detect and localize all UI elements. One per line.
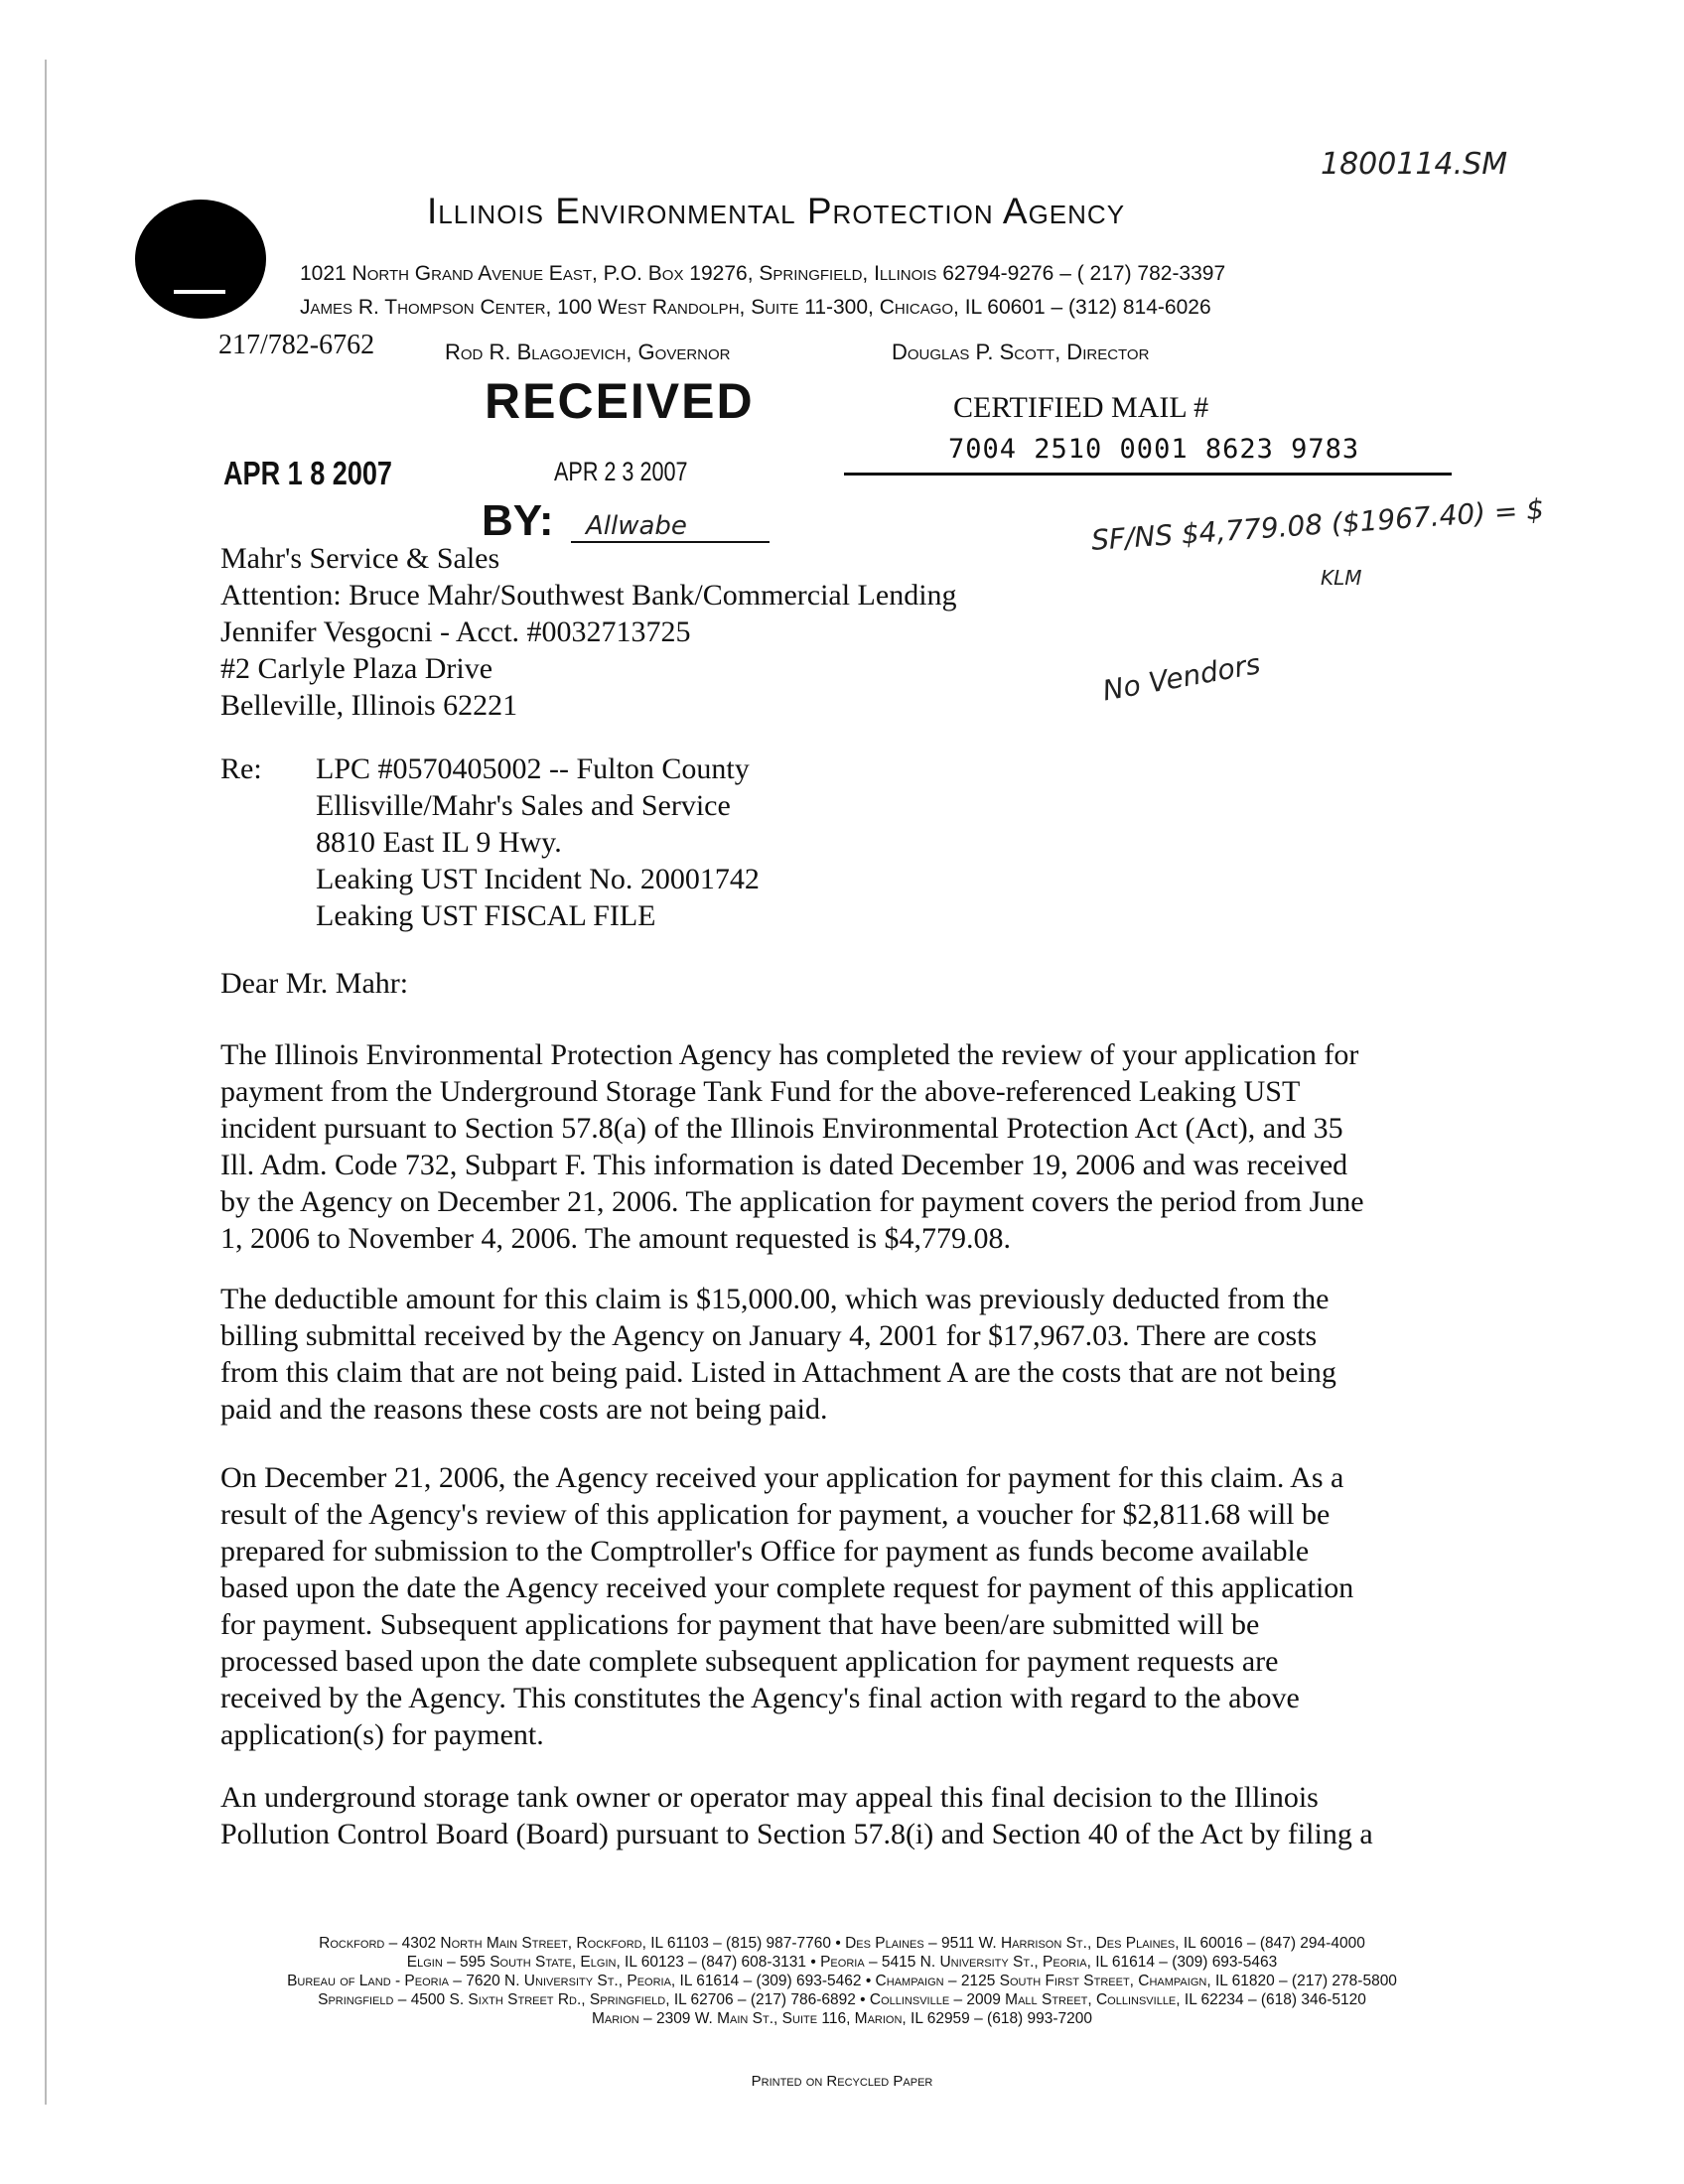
- re-block: [316, 751, 760, 934]
- footer-line: Elgin – 595 South State, Elgin, IL 60123 – (847) 608-3131 • Peoria – 5415 N. University St., Peoria, IL 61614 – (309) 693-5463: [406, 1954, 1278, 1971]
- second-date-stamp: APR 2 3 2007: [554, 457, 688, 486]
- recipient-line: Belleville, Illinois 62221: [220, 689, 518, 722]
- certified-mail-number: 7004 2510 0001 8623 9783: [948, 434, 1360, 465]
- paragraph-line: for payment. Subsequent applications for payment that have been/are submitted will be: [220, 1608, 1260, 1641]
- director-name: Douglas P. Scott, Director: [892, 340, 1150, 364]
- paragraph-line: application(s) for payment.: [220, 1718, 544, 1751]
- address-line-2: James R. Thompson Center, 100 West Randolph, Suite 11-300, Chicago, IL 60601 – (312) 814-6026: [300, 296, 1211, 319]
- recipient-line: #2 Carlyle Plaza Drive: [220, 652, 493, 685]
- file-code-annotation: 1800114.SM: [1321, 147, 1508, 182]
- recipient-block: [220, 540, 957, 724]
- paragraph-line: On December 21, 2006, the Agency received your application for payment for this claim. As a: [220, 1461, 1344, 1494]
- vendors-annotation: No Vendors: [1100, 647, 1263, 708]
- paragraph-line: The deductible amount for this claim is $15,000.00, which was previously deducted from the: [220, 1283, 1330, 1315]
- scan-edge-line: [45, 60, 47, 2105]
- re-line: LPC #0570405002 -- Fulton County: [316, 752, 750, 785]
- paragraph-line: Ill. Adm. Code 732, Subpart F. This information is dated December 19, 2006 and was received: [220, 1149, 1348, 1181]
- salutation: Dear Mr. Mahr:: [220, 967, 409, 1000]
- paragraph-line: from this claim that are not being paid. Listed in Attachment A are the costs that are not being: [220, 1356, 1336, 1389]
- body-paragraph-2: [220, 1281, 1531, 1428]
- re-label: Re:: [220, 752, 262, 785]
- paragraph-line: Pollution Control Board (Board) pursuant to Section 57.8(i) and Section 40 of the Act by filing a: [220, 1818, 1373, 1850]
- recipient-line: Mahr's Service & Sales: [220, 542, 500, 575]
- body-paragraph-4: [220, 1779, 1531, 1852]
- paragraph-line: processed based upon the date complete subsequent application for payment requests are: [220, 1645, 1279, 1678]
- footer-line: Springfield – 4500 S. Sixth Street Rd., Springfield, IL 62706 – (217) 786-6892 • Collinsville – 2009 Mall Street, Collinsville, IL 62234 – (618) 346-5120: [318, 1991, 1366, 2008]
- re-line: Leaking UST FISCAL FILE: [316, 899, 656, 932]
- paragraph-line: based upon the date the Agency received your complete request for payment of this application: [220, 1571, 1354, 1604]
- agency-logo: [134, 199, 268, 320]
- body-paragraph-1: [220, 1036, 1531, 1257]
- received-stamp: RECEIVED: [485, 373, 755, 429]
- paragraph-line: An underground storage tank owner or operator may appeal this final decision to the Illinois: [220, 1781, 1319, 1814]
- paragraph-line: result of the Agency's review of this application for payment, a voucher for $2,811.68 will be: [220, 1498, 1331, 1531]
- body-paragraph-3: [220, 1459, 1531, 1753]
- re-line: Ellisville/Mahr's Sales and Service: [316, 789, 731, 822]
- footer-line: Rockford – 4302 North Main Street, Rockford, IL 61103 – (815) 987-7760 • Des Plaines – 9511 W. Harrison St., Des Plaines, IL 60016 – (847) 294-4000: [319, 1935, 1365, 1952]
- paragraph-line: prepared for submission to the Comptroller's Office for payment as funds become available: [220, 1535, 1310, 1568]
- footer-line: Marion – 2309 W. Main St., Suite 116, Marion, IL 62959 – (618) 993-7200: [591, 2010, 1093, 2027]
- governor-name: Rod R. Blagojevich, Governor: [445, 340, 731, 364]
- paragraph-line: The Illinois Environmental Protection Agency has completed the review of your application for: [220, 1038, 1359, 1071]
- paragraph-line: received by the Agency. This constitutes the Agency's final action with regard to the above: [220, 1682, 1300, 1714]
- paragraph-line: by the Agency on December 21, 2006. The application for payment covers the period from June: [220, 1185, 1364, 1218]
- paragraph-line: 1, 2006 to November 4, 2006. The amount requested is $4,779.08.: [220, 1222, 1011, 1255]
- paragraph-line: billing submittal received by the Agency on January 4, 2001 for $17,967.03. There are costs: [220, 1319, 1318, 1352]
- paragraph-line: payment from the Underground Storage Tank Fund for the above-referenced Leaking UST: [220, 1075, 1301, 1108]
- footer-line: Bureau of Land - Peoria – 7620 N. University St., Peoria, IL 61614 – (309) 693-5462 • Champaign – 2125 South First Street, Champaign, IL 61820 – (217) 278-5800: [287, 1973, 1397, 1989]
- cost-annotation-initials: KLM: [1321, 566, 1362, 590]
- cost-annotation: SF/NS $4,779.08 ($1967.40) = $: [1090, 492, 1546, 557]
- recipient-line: Attention: Bruce Mahr/Southwest Bank/Commercial Lending: [220, 579, 957, 612]
- address-line-1: 1021 North Grand Avenue East, P.O. Box 19276, Springfield, Illinois 62794-9276 – ( 217) 782-3397: [300, 262, 1226, 285]
- agency-name: Illinois Environmental Protection Agency: [427, 191, 1126, 231]
- by-signature: Allwabe: [586, 511, 687, 541]
- re-line: 8810 East IL 9 Hwy.: [316, 826, 562, 859]
- recipient-line: Jennifer Vesgocni - Acct. #0032713725: [220, 615, 691, 648]
- paragraph-line: paid and the reasons these costs are not being paid.: [220, 1393, 828, 1426]
- certified-underline: [844, 473, 1452, 476]
- certified-mail-label: CERTIFIED MAIL #: [953, 391, 1209, 424]
- re-line: Leaking UST Incident No. 20001742: [316, 863, 760, 895]
- paragraph-line: incident pursuant to Section 57.8(a) of the Illinois Environmental Protection Act (Act), and 35: [220, 1112, 1343, 1145]
- footer-addresses: [0, 1934, 1684, 2028]
- printed-on-recycled-paper: Printed on Recycled Paper: [751, 2073, 933, 2090]
- phone-number: 217/782-6762: [218, 330, 375, 360]
- received-date-stamp: APR 1 8 2007: [223, 455, 392, 491]
- by-label: BY:: [482, 496, 554, 545]
